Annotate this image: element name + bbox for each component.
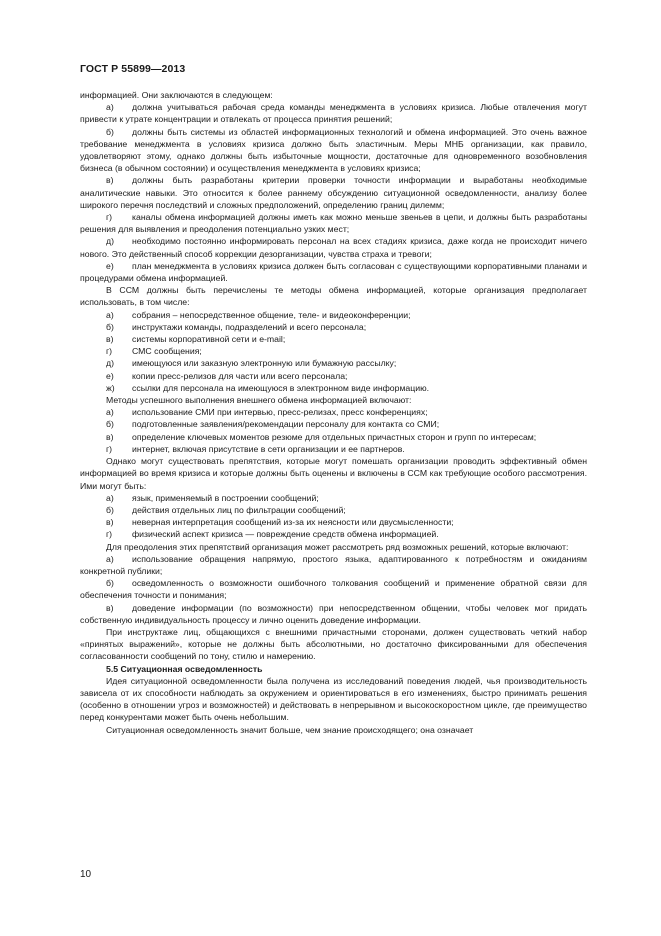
list-item [80, 382, 587, 394]
list-item [80, 516, 587, 528]
list-item-text: план менеджмента в условиях кризиса должен быть согласован с существующими корпоративными планами и процедурами обмена информацией. [80, 260, 587, 284]
list-item-text: копии пресс-релизов для части или всего персонала; [132, 370, 348, 381]
list-item-text: неверная интерпретация сообщений из-за их неясности или двусмысленности; [132, 517, 454, 528]
list-marker: г) [106, 212, 113, 223]
list-item-text: язык, применяемый в построении сообщений; [132, 492, 319, 503]
list-item [80, 492, 587, 504]
document-body [80, 89, 587, 736]
list-item-text: системы корпоративной сети и e-mail; [132, 334, 286, 345]
paragraph: Однако могут существовать препятствия, которые могут помешать организации проводить эффективный обмен информацией во время кризиса и которые должны быть оценены и включены в ССМ как требующие особого рассмотрения. Ими могут быть: [80, 456, 587, 491]
paragraph: Ситуационная осведомленность значит больше, чем знание происходящего; она означает [106, 724, 474, 735]
list-item-text: необходимо постоянно информировать персонал на всех стадиях кризиса, даже когда не происходит ничего нового. Это действенный способ коррекции дезорганизации, чувства страха и тревоги; [80, 236, 587, 259]
list-marker: ж) [106, 382, 115, 393]
list-item [80, 321, 587, 333]
list-item-text: должны быть разработаны критерии проверки точности информации и выработаны необходимые аналитические навыки. Это относится к более раннему обсуждению ситуационной осведомленности, анализу более широкого перечня последствий и сложных предположений, определению границ дилемм; [80, 175, 587, 210]
list-marker: б) [106, 504, 114, 515]
list-marker: б) [106, 419, 114, 430]
paragraph: При инструктаже лиц, общающихся с внешними причастными сторонами, должен существовать четкий набор «принятых выражений», которые не должны быть абсолютными, но достаточно фиксированными для обеспечения согласованности сообщений по тону, стилю и намерению. [80, 626, 587, 662]
list-item [80, 235, 587, 259]
list-item-text: определение ключевых моментов резюме для отдельных причастных сторон и групп по интересам; [132, 431, 537, 442]
list-item [80, 418, 587, 430]
paragraph: Идея ситуационной осведомленности была получена из исследований поведения людей, чья производительность зависела от их способности наблюдать за окружением и ориентироваться в его изменениях, быстро принимать решения (особенно в отношении угроз и возможностей) и действовать в непрерывном и высокоскоростном цикле, где преимущество перед конкурентами может быть очень небольшим. [80, 675, 587, 723]
list-item [80, 504, 587, 516]
list-item-text: имеющуюся или заказную электронную или бумажную рассылку; [132, 358, 397, 369]
list-item-text: должна учитываться рабочая среда команды менеджмента в условиях кризиса. Любые отвлечения могут привести к утрате концентрации и отвлекать от процесса принятия решений; [80, 102, 587, 125]
list-marker: а) [106, 102, 114, 113]
list-marker: а) [106, 492, 114, 503]
list-item [80, 431, 587, 443]
list-item-text: собрания – непосредственное общение, теле- и видеоконференции; [132, 309, 411, 320]
list-marker: в) [106, 431, 114, 442]
list-item [80, 260, 587, 284]
list-item-text: доведение информации (по возможности) при непосредственном общении, чтобы человек мог придать собственную индивидуальность процессу и лично оценить доведение информации. [80, 602, 587, 625]
list-item [80, 443, 587, 455]
list-marker: г) [106, 443, 113, 454]
list-item [80, 309, 587, 321]
list-marker: д) [106, 358, 114, 369]
list-item [80, 602, 587, 626]
list-item [80, 528, 587, 540]
list-item [80, 577, 587, 601]
list-item-text: использование СМИ при интервью, пресс-релизах, пресс конференциях; [132, 407, 428, 418]
list-marker: а) [106, 407, 114, 418]
list-item [80, 126, 587, 175]
list-item-text: интернет, включая присутствие в сети организации и ее партнеров. [132, 443, 405, 454]
paragraph: информацией. Они заключаются в следующем: [80, 90, 273, 100]
list-item-text: действия отдельных лиц по фильтрации сообщений; [132, 504, 346, 515]
list-marker: в) [106, 602, 114, 613]
section-heading: 5.5 Ситуационная осведомленность [106, 663, 263, 674]
list-marker: в) [106, 517, 114, 528]
list-marker: в) [106, 175, 114, 186]
list-marker: е) [106, 370, 114, 381]
list-marker: д) [106, 236, 114, 247]
list-marker: г) [106, 529, 113, 540]
list-item-text: каналы обмена информацией должны иметь как можно меньше звеньев в цепи, и должны быть разработаны решения для выявления и преодоления потенциально узких мест; [80, 212, 587, 235]
paragraph: Для преодоления этих препятствий организация может рассмотреть ряд возможных решений, которые включают: [106, 541, 569, 552]
list-item-text: использование обращения напрямую, простого языка, адаптированного к потребностям и ожиданиям конкретной публики; [80, 553, 587, 576]
list-item [80, 357, 587, 369]
list-marker: б) [106, 126, 114, 137]
list-item [80, 370, 587, 382]
list-marker: б) [106, 578, 114, 589]
list-item [80, 101, 587, 125]
list-marker: б) [106, 321, 114, 332]
list-marker: г) [106, 346, 113, 357]
list-item-text: инструктажи команды, подразделений и всего персонала; [132, 321, 367, 332]
list-marker: а) [106, 309, 114, 320]
paragraph: В ССМ должны быть перечислены те методы обмена информацией, которые организация предполагает использовать, в том числе: [80, 285, 587, 308]
list-item-text: должны быть системы из областей информационных технологий и обмена информацией. Это очень важное требование менеджмента в условиях кризиса должно быть эластичным. Меры МНБ организации, как правило, удовлетворяют этому, однако должны быть избыточные мощности, достаточные для одновременного возобновления бизнеса (в обычном состоянии) и осуществления менеджмента в условиях кризиса; [80, 126, 587, 174]
list-item-text: ссылки для персонала на имеющуюся в электронном виде информацию. [132, 382, 430, 393]
list-item-text: осведомленность о возможности ошибочного толкования сообщений и применение обратной связи для обеспечения точности и понимания; [80, 578, 587, 601]
list-marker: е) [106, 260, 114, 271]
list-marker: в) [106, 334, 114, 345]
list-item [80, 406, 587, 418]
list-item [80, 174, 587, 211]
list-item [80, 345, 587, 357]
list-marker: а) [106, 553, 114, 564]
list-item-text: физический аспект кризиса — повреждение средств обмена информацией. [132, 529, 439, 540]
page-number: 10 [80, 869, 92, 880]
list-item-text: СМС сообщения; [132, 346, 202, 357]
document-header: ГОСТ Р 55899—2013 [80, 63, 186, 75]
list-item [80, 211, 587, 235]
paragraph: Методы успешного выполнения внешнего обмена информацией включают: [106, 395, 412, 406]
list-item [80, 553, 587, 577]
list-item [80, 333, 587, 345]
list-item-text: подготовленные заявления/рекомендации персоналу для контакта со СМИ; [132, 419, 440, 430]
